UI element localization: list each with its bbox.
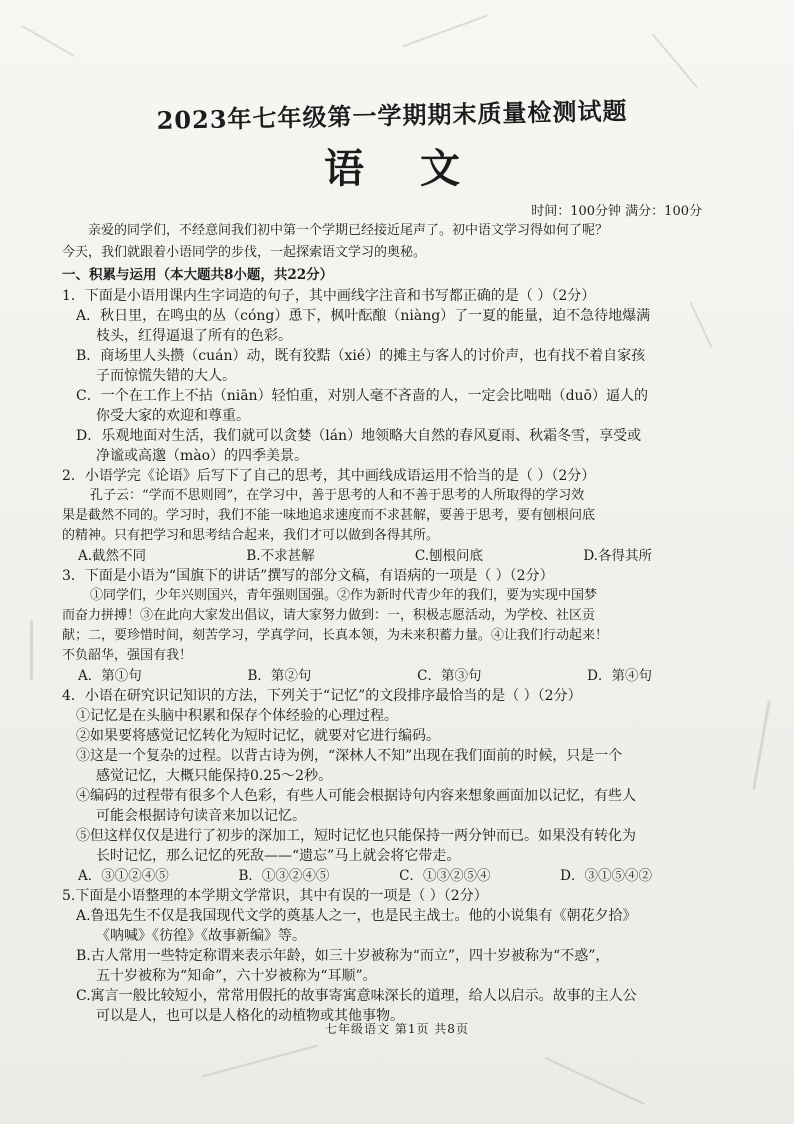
passage-line: 不负韶华，强国有我！ [62, 648, 193, 663]
option-c: C．一个在工作上不拈（niān）轻怕重，对别人毫不吝啬的人，一定会比咄咄（duō）逼人的 [76, 388, 648, 404]
exam-subject: 语文 [324, 145, 516, 192]
scan-speck [30, 620, 33, 680]
scan-speck [22, 25, 75, 57]
intro-line: 亲爱的同学们，不经意间我们初中第一个学期已经接近尾声了。初中语文学习得如何了呢？ [88, 223, 609, 238]
option-c: C.刨根问底 [414, 548, 484, 564]
passage-line: 献；二，要珍惜时间，刻苦学习，学真学问，长真本领，为未来积蓄力量。④让我们行动起来！ [62, 628, 609, 643]
option-a: A.截然不同 [78, 548, 147, 564]
scan-speck [202, 1045, 318, 1078]
sentence: ①记忆是在头脑中积累和保存个体经验的心理过程。 [76, 708, 398, 724]
sentence-cont: 可能会根据诗句读音来加以记忆。 [96, 808, 306, 824]
question-stem: 4．小语在研究识记知识的方法，下列关于“记忆”的文段排序最恰当的是（ ）（2分） [62, 688, 582, 704]
passage-line: 果是截然不同的。学习时，我们不能一味地追求速度而不求甚解，要善于思考，要有刨根问底 [62, 508, 596, 523]
question-2 [62, 466, 722, 566]
question-3 [62, 566, 722, 686]
option-d: D．第④句 [587, 668, 652, 684]
option-a: A．③①②④⑤ [78, 868, 169, 884]
option-d-cont: 净谧或高邈（mào）的四季美景。 [96, 448, 309, 464]
page-footer: 七年级语文 第1页 共8页 [325, 1022, 469, 1036]
option-c-cont: 可以是人，也可以是人格化的动植物或其他事物。 [96, 1008, 404, 1024]
option-a: A．秋日里，在鸣虫的丛（cóng）恿下，枫叶酝酿（niàng）了一夏的能量，迫不急待地爆满 [76, 308, 651, 324]
question-stem: 3．下面是小语为“国旗下的讲话”撰写的部分文稿，有语病的一项是（ ）（2分） [62, 568, 554, 584]
question-stem: 5.下面是小语整理的本学期文学常识，其中有误的一项是（ ）（2分） [62, 888, 488, 904]
option-b: B．第②句 [247, 668, 312, 684]
question-stem: 1．下面是小语用课内生字词造的句子，其中画线字注音和书写都正确的是（ ）（2分） [62, 288, 596, 304]
exam-title: 2023年七年级第一学期期末质量检测试题 [156, 96, 628, 135]
exam-info: 时间：100分钟 满分：100分 [531, 204, 702, 219]
option-c: C．①③②⑤④ [399, 868, 491, 884]
sentence-cont: 感觉记忆，大概只能保持0.25～2秒。 [96, 768, 333, 784]
option-a: A.鲁迅先生不仅是我国现代文学的奠基人之一，也是民主战士。他的小说集有《朝花夕拾》 [76, 908, 637, 924]
scan-speck [752, 700, 771, 789]
scan-speck [402, 15, 487, 48]
sentence: ③这是一个复杂的过程。以背古诗为例，“深林人不知”出现在我们面前的时候，只是一个 [76, 748, 623, 764]
option-b-cont: 五十岁被称为“知命”，六十岁被称为“耳顺”。 [96, 968, 377, 984]
passage-line: 的精神。只有把学习和思考结合起来，我们才可以做到各得其所。 [62, 528, 440, 543]
option-d: D．乐观地面对生活，我们就可以贪婪（lán）地领略大自然的春风夏雨、秋霜冬雪，享受或 [76, 428, 642, 444]
option-c-cont: 你受大家的欢迎和尊重。 [96, 408, 250, 424]
option-d: D．③①⑤④② [560, 868, 652, 884]
option-a: A．第①句 [78, 668, 142, 684]
option-a-cont: 枝头，红得逼退了所有的色彩。 [96, 328, 292, 344]
options-row [62, 666, 722, 686]
question-5 [62, 886, 722, 1026]
intro-line: 今天，我们就跟着小语同学的步伐，一起探索语文学习的奥秘。 [62, 245, 427, 260]
passage-line: ①同学们，少年兴则国兴，青年强则国强。②作为新时代青少年的我们，要为实现中国梦 [90, 588, 598, 603]
sentence: ⑤但这样仅仅是进行了初步的深加工，短时记忆也只能保持一两分钟而已。如果没有转化为 [76, 828, 636, 844]
option-b: B.古人常用一些特定称谓来表示年龄，如三十岁被称为“而立”，四十岁被称为“不惑”， [76, 948, 610, 964]
option-d: D.各得其所 [583, 548, 652, 564]
option-b: B．商场里人头攒（cuán）动，既有狡黠（xié）的摊主与客人的讨价声，也有找不着自家孩 [76, 348, 646, 364]
sentence-cont: 长时记忆，那么记忆的死敌——“遗忘”马上就会将它带走。 [96, 848, 461, 864]
section-heading: 一、积累与运用（本大题共8小题，共22分） [62, 267, 334, 283]
scan-speck [652, 34, 699, 89]
options-row [62, 866, 722, 886]
option-a-cont: 《呐喊》《彷徨》《故事新编》等。 [96, 928, 306, 944]
option-b: B.不求甚解 [246, 548, 315, 564]
option-b: B．①③②④⑤ [238, 868, 330, 884]
scan-speck [545, 1057, 646, 1105]
question-1 [62, 286, 722, 466]
question-stem: 2．小语学完《论语》后写下了自己的思考，其中画线成语运用不恰当的是（ ）（2分） [62, 468, 596, 484]
option-b-cont: 子而惊慌失错的大人。 [96, 368, 236, 384]
options-row [62, 546, 722, 566]
sentence: ④编码的过程带有很多个人色彩，有些人可能会根据诗句内容来想象画面加以记忆，有些人 [76, 788, 636, 804]
sentence: ②如果要将感觉记忆转化为短时记忆，就要对它进行编码。 [76, 728, 440, 744]
exam-content [62, 96, 722, 1026]
passage-line: 而奋力拼搏！③在此向大家发出倡议，请大家努力做到：一，积极志愿活动，为学校、社区贡 [62, 608, 596, 623]
option-c: C.寓言一般比较短小，常常用假托的故事寄寓意味深长的道理，给人以启示。故事的主人公 [76, 988, 637, 1004]
question-4 [62, 686, 722, 886]
passage-line: 孔子云：“学而不思则罔”，在学习中，善于思考的人和不善于思考的人所取得的学习效 [90, 488, 585, 503]
option-c: C．第③句 [417, 668, 482, 684]
